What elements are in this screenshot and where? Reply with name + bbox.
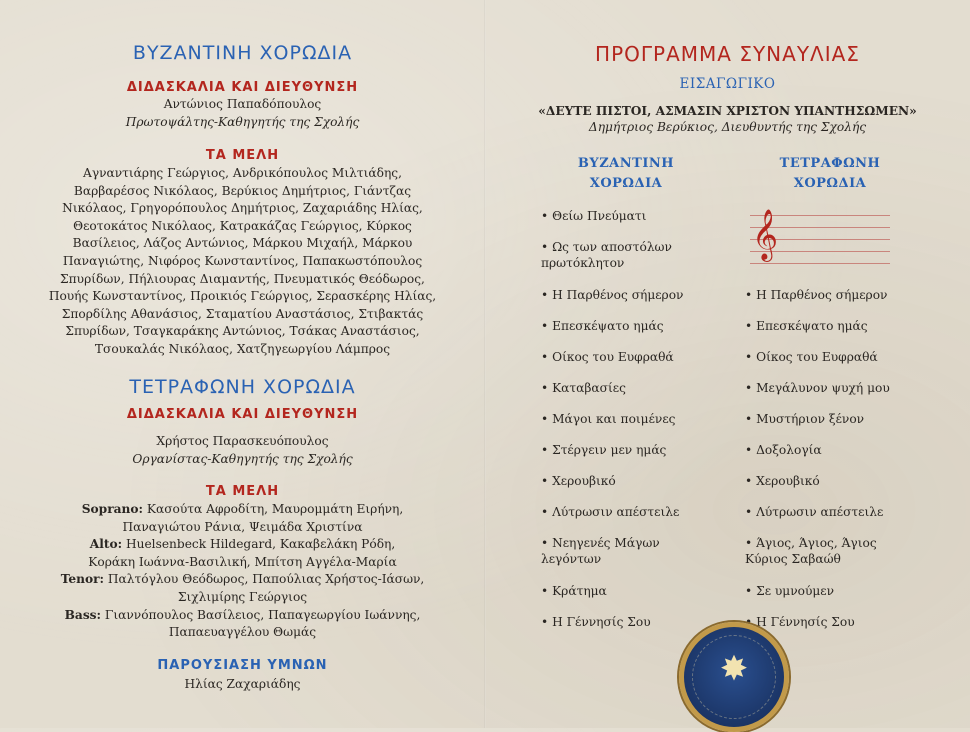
program-item — [541, 535, 711, 567]
voice-parts-list — [0, 501, 485, 642]
program-item-text: • Μάγοι και ποιμένες — [541, 411, 711, 427]
byzantine-direction-heading: ΔΙΔΑΣΚΑΛΙΑ ΚΑΙ ΔΙΕΥΘΥΝΣΗ — [126, 80, 359, 95]
four-part-director-name: Χρήστος Παρασκευόπουλος — [156, 434, 329, 448]
program-item — [541, 411, 711, 427]
four-part-column-title-line1: ΤΕΤΡΑΦΩΝΗ — [779, 156, 881, 171]
program-item — [541, 287, 711, 303]
intro-heading: ΕΙΣΑΓΩΓΙΚΟ — [679, 76, 776, 92]
byzantine-program-column — [541, 154, 711, 194]
program-item — [541, 504, 711, 520]
program-item-text: • Χερουβικό — [541, 473, 711, 489]
four-part-column-title-line2: ΧΟΡΩΔΙΑ — [793, 176, 867, 191]
voice-line — [0, 571, 485, 589]
program-item — [745, 380, 915, 396]
program-item — [541, 239, 711, 271]
program-item-text: • Σε υμνούμεν — [745, 583, 915, 599]
program-item-text: • Στέργειν μεν ημάς — [541, 442, 711, 458]
program-item — [541, 349, 711, 365]
four-part-program-column — [745, 154, 915, 194]
music-staff-decoration — [750, 209, 890, 265]
treble-clef-icon: 𝄞 — [752, 209, 779, 260]
voice-line: Παπαευαγγέλου Θωμάς — [168, 625, 317, 640]
left-panel — [0, 0, 485, 728]
star-icon: ✸ — [719, 649, 749, 689]
program-item-text: • Δοξολογία — [745, 442, 915, 458]
program-item-text: • Άγιος, Άγιος, Άγιος — [745, 535, 915, 551]
program-item — [745, 318, 915, 334]
program-item-text: • Νεηγενές Μάγων — [541, 535, 711, 551]
byzantine-director-name: Αντώνιος Παπαδόπουλος — [163, 97, 322, 111]
byzantine-column-title-line2: ΧΟΡΩΔΙΑ — [589, 176, 663, 191]
intro-credit: Δημήτριος Βερύκιος, Διευθυντής της Σχολής — [588, 120, 867, 134]
program-item-text: • Μυστήριον ξένον — [745, 411, 915, 427]
member-line: Σπορδίλης Αθανάσιος, Σταματίου Αναστάσιος, Στιβακτάς — [61, 306, 424, 321]
program-item-text: Κύριος Σαβαώθ — [745, 552, 841, 566]
program-item-text: • Χερουβικό — [745, 473, 915, 489]
program-item-text: λεγόντων — [541, 552, 602, 566]
program-item — [541, 318, 711, 334]
program-item-text: • Λύτρωσιν απέστειλε — [541, 504, 711, 520]
program-item — [541, 442, 711, 458]
four-part-direction-heading: ΔΙΔΑΣΚΑΛΙΑ ΚΑΙ ΔΙΕΥΘΥΝΣΗ — [126, 407, 359, 422]
member-line: Σπυρίδων, Τσαγκαράκης Αντώνιος, Τσάκας Αναστάσιος, — [65, 324, 420, 339]
program-item-text: • Καταβασίες — [541, 380, 711, 396]
presenter-name: Ηλίας Ζαχαριάδης — [184, 677, 301, 691]
program-item-text: • Μεγάλυνον ψυχή μου — [745, 380, 915, 396]
voice-members: Κασούτα Αφροδίτη, Μαυρομμάτη Ειρήνη, — [143, 502, 404, 516]
program-item — [541, 208, 711, 224]
voice-members: Παλτόγλου Θεόδωρος, Παπούλιας Χρήστος-Ιάσων, — [104, 572, 425, 587]
program-item — [541, 380, 711, 396]
voice-line: Παναγιώτου Ράνια, Ψειμάδα Χριστίνα — [122, 519, 363, 534]
member-line: Τσουκαλάς Νικόλαος, Χατζηγεωργίου Λάμπρος — [94, 341, 391, 356]
program-item-text: • Επεσκέψατο ημάς — [745, 318, 915, 334]
voice-line: Κοράκη Ιωάννα-Βασιλική, Μπίτση Αγγέλα-Μαρία — [88, 554, 397, 569]
program-item-text: • Θείω Πνεύματι — [541, 208, 711, 224]
byzantine-choir-title: ΒΥΖΑΝΤΙΝΗ ΧΟΡΩΔΙΑ — [132, 42, 353, 64]
byzantine-members-heading: ΤΑ ΜΕΛΗ — [205, 148, 280, 163]
member-line: Θεοτοκάτος Νικόλαος, Κατρακάζας Γεώργιος, Κύρκος — [73, 218, 412, 233]
program-item-text: • Λύτρωσιν απέστειλε — [745, 504, 915, 520]
program-item — [745, 442, 915, 458]
program-item-text: • Η Γέννησίς Σου — [541, 614, 711, 630]
program-item-text: • Οίκος του Ευφραθά — [541, 349, 711, 365]
byzantine-members-list — [0, 165, 485, 359]
program-item-text: πρωτόκλητον — [541, 256, 625, 270]
concert-program-title: ΠΡΟΓΡΑΜΜΑ ΣΥΝΑΥΛΙΑΣ — [595, 42, 860, 66]
program-item-text: • Η Παρθένος σήμερον — [541, 287, 711, 303]
member-line: Αγναντιάρης Γεώργιος, Ανδρικόπουλος Μιλτιάδης, — [83, 166, 402, 180]
member-line: Παναγιώτης, Νιφόρος Κωνσταντίνος, Παπακωστόπουλος — [62, 253, 423, 268]
voice-members: Huelsenbeck Hildegard, Κακαβελάκη Ρόδη, — [122, 537, 396, 552]
voice-label: Soprano: — [81, 502, 144, 516]
program-item — [745, 287, 915, 303]
four-part-members-heading: ΤΑ ΜΕΛΗ — [205, 484, 280, 499]
voice-line — [0, 501, 485, 519]
program-item-text: • Οίκος του Ευφραθά — [745, 349, 915, 365]
star-medallion-decoration — [679, 622, 789, 732]
voice-label: Bass: — [64, 607, 102, 622]
program-item — [541, 614, 711, 630]
program-item — [745, 473, 915, 489]
program-item-text: • Κράτημα — [541, 583, 711, 599]
member-line: Νικόλαος, Γρηγορόπουλος Δημήτριος, Ζαχαριάδης Ηλίας, — [62, 201, 423, 216]
program-item — [541, 583, 711, 599]
hymn-presentation-heading: ΠΑΡΟΥΣΙΑΣΗ ΥΜΝΩΝ — [157, 658, 328, 673]
program-item — [745, 349, 915, 365]
member-line: Βασίλειος, Λάζος Αντώνιος, Μάρκου Μιχαήλ, Μάρκου — [72, 236, 413, 251]
voice-line: Σιχλιμίρης Γεώργιος — [177, 589, 308, 604]
byzantine-director-role: Πρωτοψάλτης-Καθηγητής της Σχολής — [125, 115, 360, 129]
byzantine-column-title-line1: ΒΥΖΑΝΤΙΝΗ — [577, 156, 675, 171]
program-item-text: • Επεσκέψατο ημάς — [541, 318, 711, 334]
program-item — [745, 614, 915, 630]
program-item — [745, 535, 915, 567]
program-item — [745, 411, 915, 427]
voice-label: Alto: — [89, 537, 123, 552]
program-item — [745, 583, 915, 599]
four-part-choir-title: ΤΕΤΡΑΦΩΝΗ ΧΟΡΩΔΙΑ — [129, 376, 356, 398]
program-item-text: • Η Γέννησίς Σου — [745, 614, 915, 630]
four-part-director-role: Οργανίστας-Καθηγητής της Σχολής — [132, 452, 353, 466]
voice-label: Tenor: — [60, 572, 105, 587]
program-item — [541, 473, 711, 489]
member-line: Βαρβαρέσος Νικόλαος, Βερύκιος Δημήτριος, Γιάντζας — [73, 183, 412, 198]
program-item — [745, 504, 915, 520]
voice-line — [0, 607, 485, 625]
member-line: Πουής Κωνσταντίνος, Προικιός Γεώργιος, Σερασκέρης Ηλίας, — [48, 289, 437, 304]
member-line: Σπυρίδων, Πήλιουρας Διαμαντής, Πνευματικός Θεόδωρος, — [60, 271, 425, 286]
voice-line — [0, 536, 485, 554]
program-item-text: • Η Παρθένος σήμερον — [745, 287, 915, 303]
intro-piece-title: «ΔΕΥΤΕ ΠΙΣΤΟΙ, ΑΣΜΑΣΙΝ ΧΡΙΣΤΟΝ ΥΠΑΝΤΗΣΩΜΕΝ» — [538, 104, 917, 118]
program-item-text: • Ως των αποστόλων — [541, 239, 711, 255]
voice-members: Γιαννόπουλος Βασίλειος, Παπαγεωργίου Ιωάννης, — [101, 607, 421, 622]
